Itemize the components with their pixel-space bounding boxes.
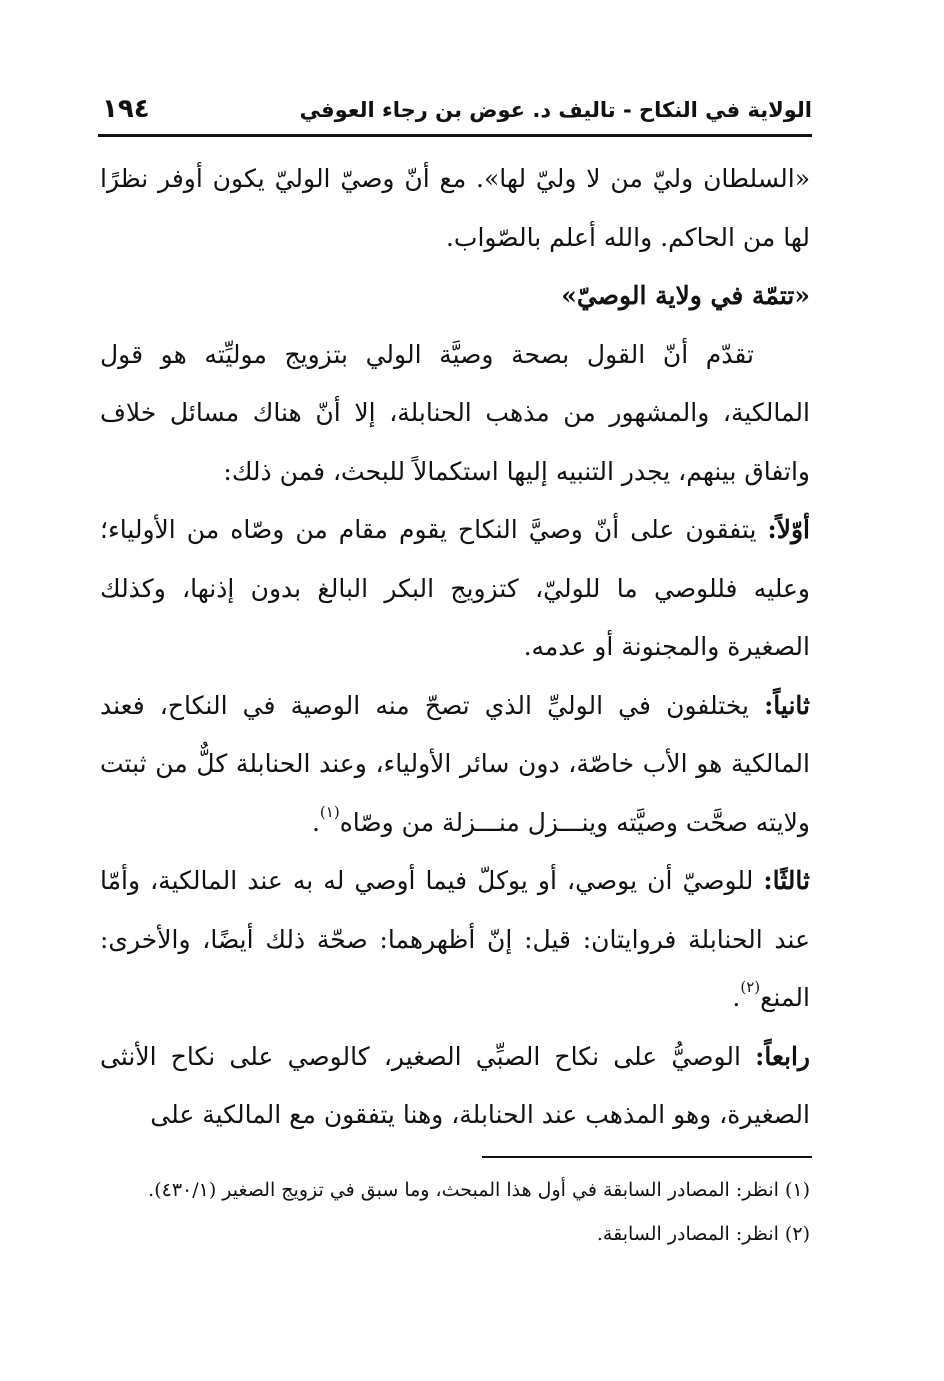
footnote-1: (١) انظر: المصادر السابقة في أول هذا المبحث، وما سبق في تزويج الصغير (٤٣٠/١). — [148, 1179, 810, 1201]
section-title: «تتمّة في ولاية الوصيّ» — [561, 281, 810, 310]
point-second-lead: ثانياً: — [764, 690, 810, 720]
page-number: ١٩٤ — [102, 94, 150, 124]
footnote-rule — [482, 1156, 812, 1158]
running-title: الولاية في النكاح - تاليف د. عوض بن رجاء العوفي — [299, 98, 812, 122]
point-fourth-lead: رابعاً: — [755, 1041, 810, 1071]
point-third-end: . — [732, 983, 741, 1012]
point-first — [100, 501, 810, 677]
point-fourth — [100, 1028, 810, 1145]
header-rule — [98, 134, 812, 137]
point-first-lead: أوّلاً: — [767, 515, 810, 544]
point-second-text: يختلفون في الوليِّ الذي تصحّ منه الوصية في النكاح، فعند المالكية هو الأب خاصّة، دون سائر الأولياء، وعند الحنابلة كلٌّ من ثبتت ولايته صحَّت وصيَّته وينـــزل منـــزلة من وصّاه — [100, 690, 810, 837]
footnotes — [100, 1168, 810, 1256]
point-first-text: يتفقون على أنّ وصيَّ النكاح يقوم مقام من وصّاه من الأولياء؛ وعليه فللوصي ما للوليّ، كتزويج البكر البالغ بدون إذنها، وكذلك الصغيرة والمجنونة أو عدمه. — [100, 515, 810, 661]
point-third-text: للوصيّ أن يوصي، أو يوكلّ فيما أوصي له به عند المالكية، وأمّا عند الحنابلة فروايتان: قيل: إنّ أظهرهما: صحّة ذلك أيضًا، والأخرى: المنع — [100, 866, 810, 1012]
footnote-ref-1[interactable]: (١) — [319, 802, 340, 821]
body-text — [100, 150, 810, 1145]
point-third — [100, 852, 810, 1028]
paragraph-intro: تقدّم أنّ القول بصحة وصيَّة الولي بتزويج موليِّته هو قول المالكية، والمشهور من مذهب الحنابلة، إلا أنّ هناك مسائل خلاف واتفاق بينهم، يجدر التنبيه إليها استكمالاً للبحث، فمن ذلك: — [100, 339, 810, 486]
footnote-2: (٢) انظر: المصادر السابقة. — [596, 1223, 810, 1245]
point-second-end: . — [311, 807, 320, 837]
paragraph-1: «السلطان وليّ من لا وليّ لها». مع أنّ وصيّ الوليّ يكون أوفر نظرًا لها من الحاكم. والله أعلم بالصّواب. — [100, 164, 810, 252]
footnote-ref-2[interactable]: (٢) — [740, 978, 761, 996]
point-fourth-text: الوصيُّ على نكاح الصبِّي الصغير، كالوصي على نكاح الأنثى الصغيرة، وهو المذهب عند الحنابلة، وهنا يتفقون مع المالكية على — [100, 1041, 810, 1129]
point-third-lead: ثالثًا: — [763, 866, 811, 895]
point-second — [100, 677, 810, 853]
page-header — [98, 94, 812, 134]
